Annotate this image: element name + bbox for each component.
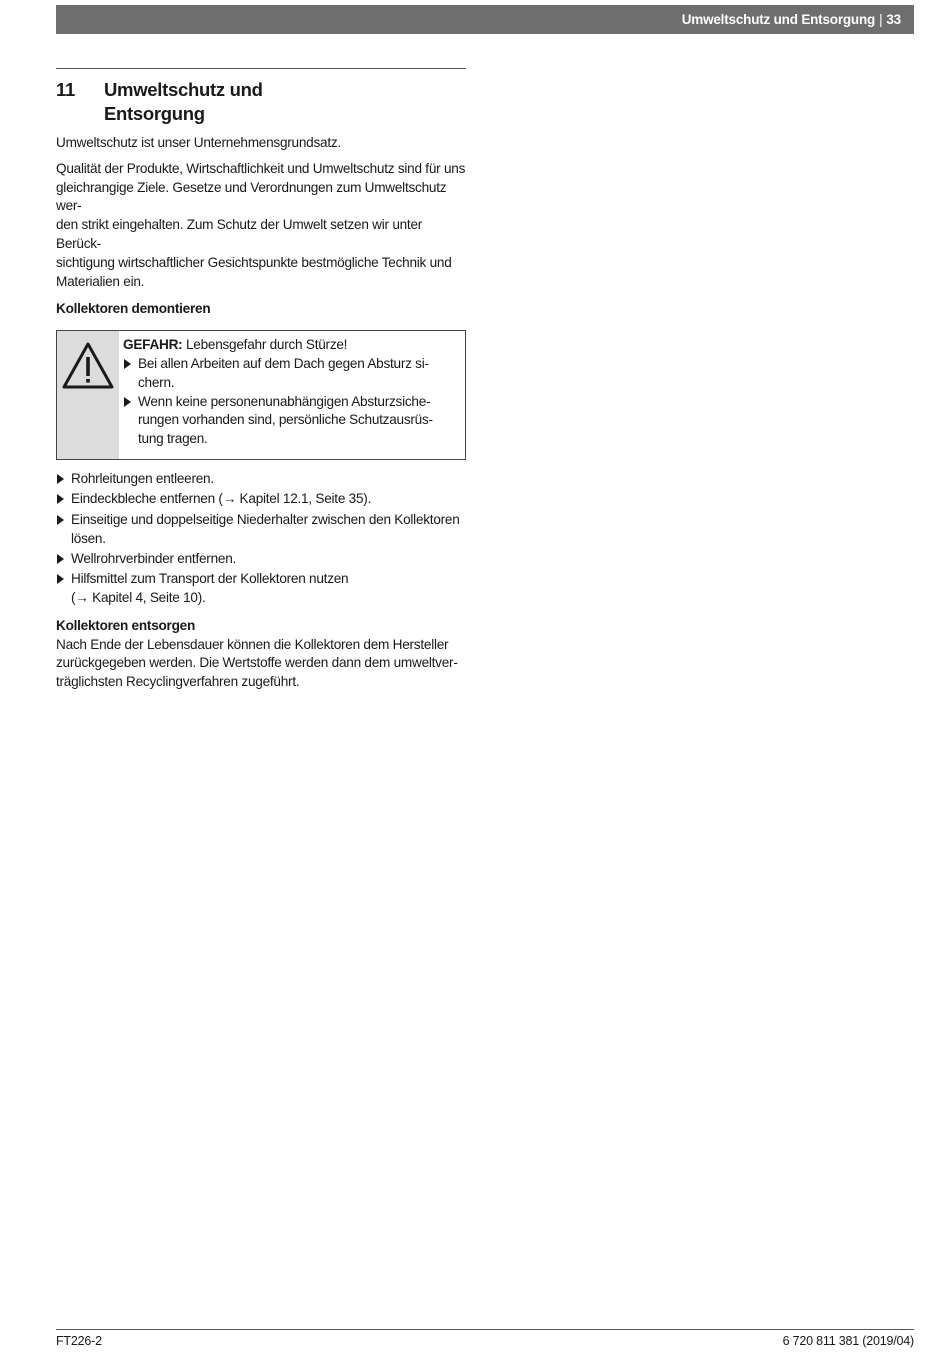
text-line: Materialien ein. xyxy=(56,273,145,289)
danger-warning-box xyxy=(56,330,466,460)
footer-left: FT226-2 xyxy=(56,1334,102,1348)
footer-right: 6 720 811 381 (2019/04) xyxy=(782,1334,914,1348)
chapter-title-line: Umweltschutz und xyxy=(104,79,263,100)
main-column xyxy=(56,68,466,692)
text-line: Bei allen Arbeiten auf dem Dach gegen Absturz si- xyxy=(138,355,429,371)
text-line: Nach Ende der Lebensdauer können die Kollektoren dem Hersteller xyxy=(56,636,449,652)
text-line: Eindeckbleche entfernen (→ Kapitel 12.1, Seite 35). xyxy=(71,491,372,507)
warning-title xyxy=(123,336,433,355)
arrow-right-icon xyxy=(57,554,64,564)
intro-paragraph: Umweltschutz ist unser Unternehmensgrundsatz. xyxy=(56,135,341,150)
warning-item xyxy=(123,355,433,393)
section-heading-entsorgen: Kollektoren entsorgen xyxy=(56,617,196,633)
arrow-right-icon xyxy=(57,494,64,504)
text-line: sichtigung wirtschaftlicher Gesichtspunkte bestmögliche Technik und xyxy=(56,254,452,270)
dismantle-steps-list xyxy=(56,470,466,608)
text-line: Rohrleitungen entleeren. xyxy=(71,471,214,487)
policy-paragraph xyxy=(56,160,466,292)
section-heading-demontieren: Kollektoren demontieren xyxy=(56,301,211,317)
text-line: den strikt eingehalten. Zum Schutz der Umwelt setzen wir unter Berück- xyxy=(56,217,423,251)
arrow-right-icon xyxy=(124,397,131,407)
chapter-title xyxy=(104,78,263,126)
text-line: Qualität der Produkte, Wirtschaftlichkeit und Umweltschutz sind für uns xyxy=(56,160,466,176)
text-line: Wellrohrverbinder entfernen. xyxy=(71,550,237,566)
warning-item xyxy=(123,393,433,449)
text-line: chern. xyxy=(138,374,175,390)
header-separator: | xyxy=(879,12,883,27)
text-line: gleichrangige Ziele. Gesetze und Verordnungen zum Umweltschutz wer- xyxy=(56,179,447,214)
arrow-right-icon xyxy=(57,574,64,584)
arrow-right-icon xyxy=(124,359,131,369)
text-line: träglichsten Recyclingverfahren zugeführt. xyxy=(56,674,300,690)
arrow-right-icon xyxy=(57,515,64,525)
warning-content xyxy=(119,331,441,459)
text-line: zurückgegeben werden. Die Wertstoffe werden dann dem umweltver- xyxy=(56,655,458,671)
warning-list xyxy=(123,355,433,449)
step-item xyxy=(56,511,466,549)
warning-text: Lebensgefahr durch Stürze! xyxy=(182,337,348,353)
text-line: lösen. xyxy=(71,530,106,546)
chapter-heading xyxy=(56,78,466,126)
text-line: (→ Kapitel 4, Seite 10). xyxy=(71,589,206,605)
header-page-number: 33 xyxy=(886,12,901,27)
step-item xyxy=(56,490,466,509)
step-item xyxy=(56,470,466,489)
text-line: tung tragen. xyxy=(138,431,208,447)
warning-label: GEFAHR: xyxy=(123,337,183,353)
header-section-title: Umweltschutz und Entsorgung xyxy=(681,12,876,27)
text-line: Hilfsmittel zum Transport der Kollektoren nutzen xyxy=(71,571,349,587)
text-line: Wenn keine personenunabhängigen Absturzsiche- xyxy=(138,393,431,409)
footer-rule xyxy=(56,1329,914,1330)
disposal-paragraph xyxy=(56,636,466,692)
chapter-title-line: Entsorgung xyxy=(104,103,205,124)
step-item xyxy=(56,570,466,608)
chapter-number: 11 xyxy=(56,79,75,100)
warning-icon-panel xyxy=(57,331,119,459)
warning-triangle-icon xyxy=(61,341,115,391)
step-item xyxy=(56,550,466,569)
text-line: Einseitige und doppelseitige Niederhalter zwischen den Kollektoren xyxy=(71,511,460,527)
page-header-bar xyxy=(56,5,914,34)
text-line: rungen vorhanden sind, persönliche Schutzausrüs- xyxy=(138,412,433,428)
arrow-right-icon xyxy=(57,474,64,484)
chapter-rule xyxy=(56,68,466,69)
